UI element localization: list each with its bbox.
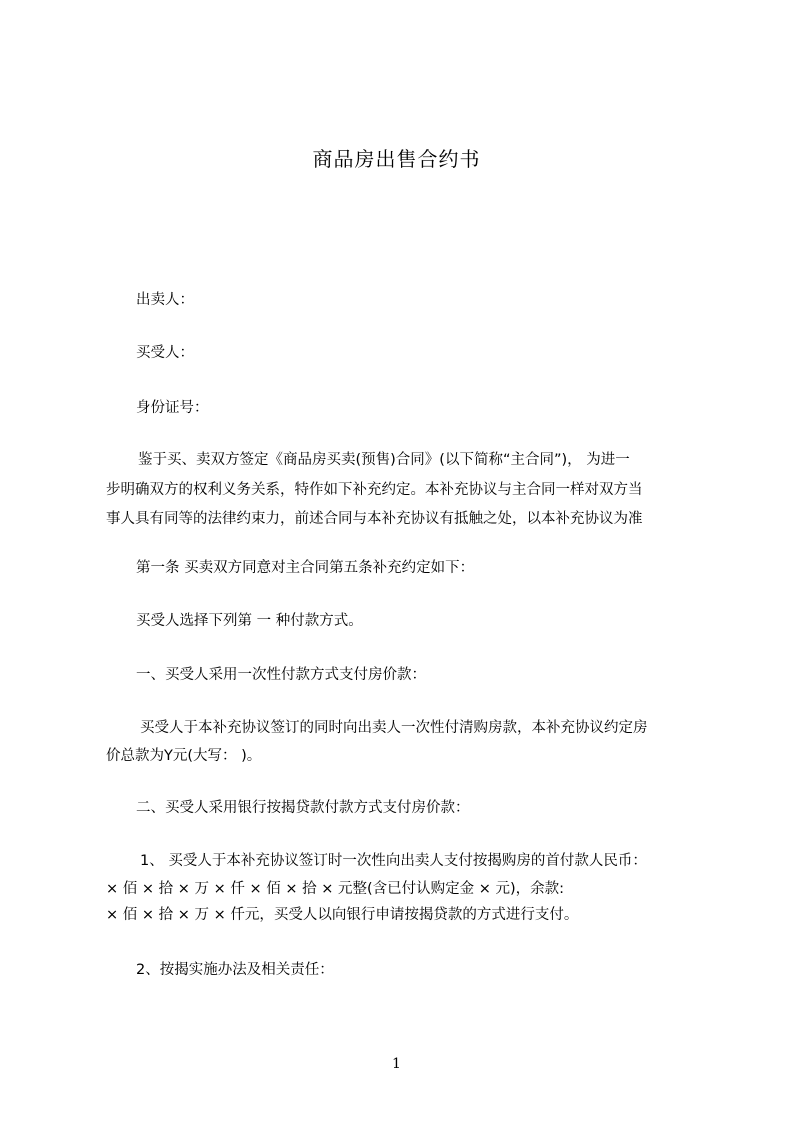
seller-label: 出卖人： xyxy=(136,292,194,308)
document-title: 商品房出售合约书 xyxy=(312,147,481,171)
option-1-body-line-2: 价总款为Y元(大写： )。 xyxy=(106,748,262,764)
preamble-line-1: 鉴于买、卖双方签定《商品房买卖(预售)合同》(以下简称“主合同”)， 为进一 xyxy=(138,452,630,468)
option-1-heading: 一、买受人采用一次性付款方式支付房价款： xyxy=(136,667,426,683)
buyer-label: 买受人： xyxy=(136,345,194,361)
preamble-line-3: 事人具有同等的法律约束力，前述合同与本补充协议有抵触之处，以本补充协议为准 xyxy=(106,511,643,527)
page-number: 1 xyxy=(392,1056,401,1072)
id-number-label: 身份证号： xyxy=(136,400,209,416)
option-2-item-1-line-2: × 佰 × 拾 × 万 × 仟 × 佰 × 拾 × 元整(含已付认购定金 × 元)，余款: xyxy=(106,881,565,897)
option-2-item-2: 2、按揭实施办法及相关责任： xyxy=(136,962,334,978)
option-2-item-1-line-1: 1、 买受人于本补充协议签订时一次性向出卖人支付按揭购房的首付款人民币： xyxy=(140,853,647,869)
payment-choice-text: 买受人选择下列第 一 种付款方式。 xyxy=(136,613,363,629)
preamble-line-2: 步明确双方的权利义务关系，特作如下补充约定。本补充协议与主合同一样对双方当 xyxy=(106,482,643,498)
option-2-heading: 二、买受人采用银行按揭贷款付款方式支付房价款： xyxy=(136,800,470,816)
option-2-item-1-line-3: × 佰 × 拾 × 万 × 仟元，买受人以向银行申请按揭贷款的方式进行支付。 xyxy=(106,907,579,923)
option-1-body-line-1: 买受人于本补充协议签订的同时向出卖人一次性付清购房款，本补充协议约定房 xyxy=(140,720,648,736)
article-1-heading: 第一条 买卖双方同意对主合同第五条补充约定如下： xyxy=(136,560,475,576)
